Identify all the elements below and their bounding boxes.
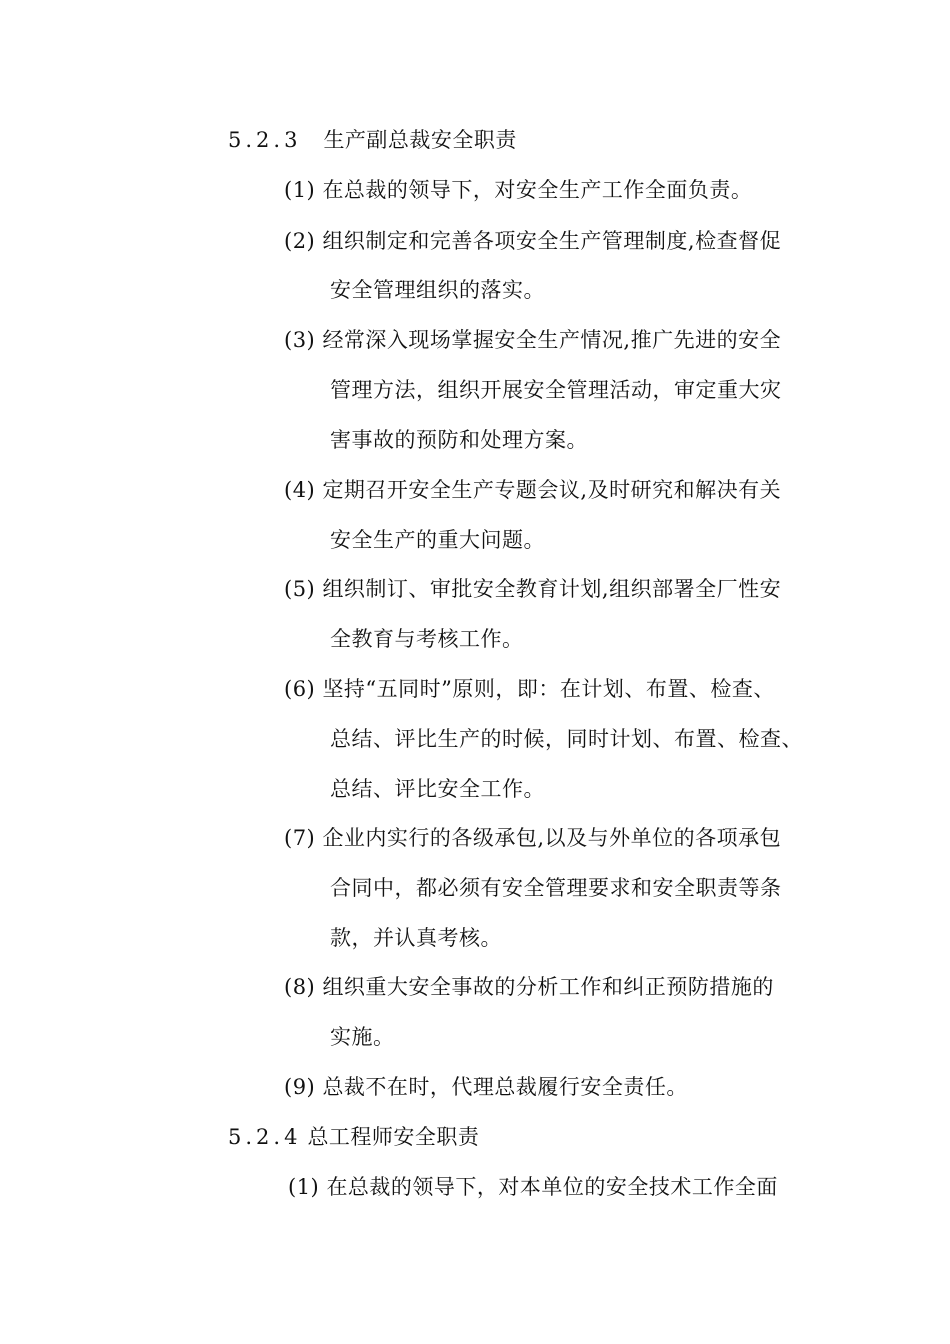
item-text-line: 组织制定和完善各项安全生产管理制度,检查督促 xyxy=(322,229,782,253)
item-continuation-line: 害事故的预防和处理方案。 xyxy=(330,428,588,452)
list-item xyxy=(284,1072,688,1102)
section-number: 5.2.4 xyxy=(228,1125,302,1149)
item-number: (7) xyxy=(284,826,316,850)
item-text-line: 总裁不在时，代理总裁履行安全责任。 xyxy=(322,1075,688,1099)
item-number: (8) xyxy=(284,975,316,999)
item-number: (4) xyxy=(284,478,316,502)
list-item xyxy=(284,823,781,853)
item-number: (3) xyxy=(284,328,316,352)
section-title: 总工程师安全职责 xyxy=(307,1125,480,1149)
item-text-line: 在总裁的领导下，对本单位的安全技术工作全面 xyxy=(326,1175,778,1199)
item-text-line: 在总裁的领导下，对安全生产工作全面负责。 xyxy=(322,178,753,202)
item-continuation-line: 总结、评比生产的时候，同时计划、布置、检查、 xyxy=(330,727,803,751)
item-text-line: 组织重大安全事故的分析工作和纠正预防措施的 xyxy=(322,975,774,999)
section-number: 5.2.3 xyxy=(228,128,302,152)
list-item xyxy=(284,674,775,704)
item-continuation-line: 安全生产的重大问题。 xyxy=(330,528,545,552)
item-text-line: 定期召开安全生产专题会议,及时研究和解决有关 xyxy=(322,478,782,502)
item-number: (9) xyxy=(284,1075,316,1099)
item-text-line: 坚持“五同时”原则，即：在计划、布置、检查、 xyxy=(322,677,775,701)
section-heading-524 xyxy=(228,1122,479,1152)
item-number: (5) xyxy=(284,577,316,601)
item-text-line: 企业内实行的各级承包,以及与外单位的各项承包 xyxy=(322,826,782,850)
item-continuation-line: 总结、评比安全工作。 xyxy=(330,777,545,801)
list-item xyxy=(288,1172,778,1202)
list-item xyxy=(284,972,774,1002)
item-number: (2) xyxy=(284,229,316,253)
item-continuation-line: 实施。 xyxy=(330,1025,395,1049)
item-continuation-line: 款，并认真考核。 xyxy=(330,926,502,950)
list-item xyxy=(284,175,752,205)
list-item xyxy=(284,226,781,256)
item-continuation-line: 合同中，都必须有安全管理要求和安全职责等条 xyxy=(330,876,782,900)
section-heading-523 xyxy=(228,125,517,155)
item-continuation-line: 管理方法，组织开展安全管理活动，审定重大灾 xyxy=(330,378,782,402)
item-text-line: 经常深入现场掌握安全生产情况,推广先进的安全 xyxy=(322,328,782,352)
item-number: (6) xyxy=(284,677,316,701)
item-number: (1) xyxy=(284,178,316,202)
item-number: (1) xyxy=(288,1175,320,1199)
item-continuation-line: 全教育与考核工作。 xyxy=(330,627,524,651)
item-text-line: 组织制订、审批安全教育计划,组织部署全厂性安 xyxy=(322,577,782,601)
item-continuation-line: 安全管理组织的落实。 xyxy=(330,278,545,302)
list-item xyxy=(284,325,781,355)
list-item xyxy=(284,475,781,505)
section-title: 生产副总裁安全职责 xyxy=(323,128,517,152)
list-item xyxy=(284,574,781,604)
